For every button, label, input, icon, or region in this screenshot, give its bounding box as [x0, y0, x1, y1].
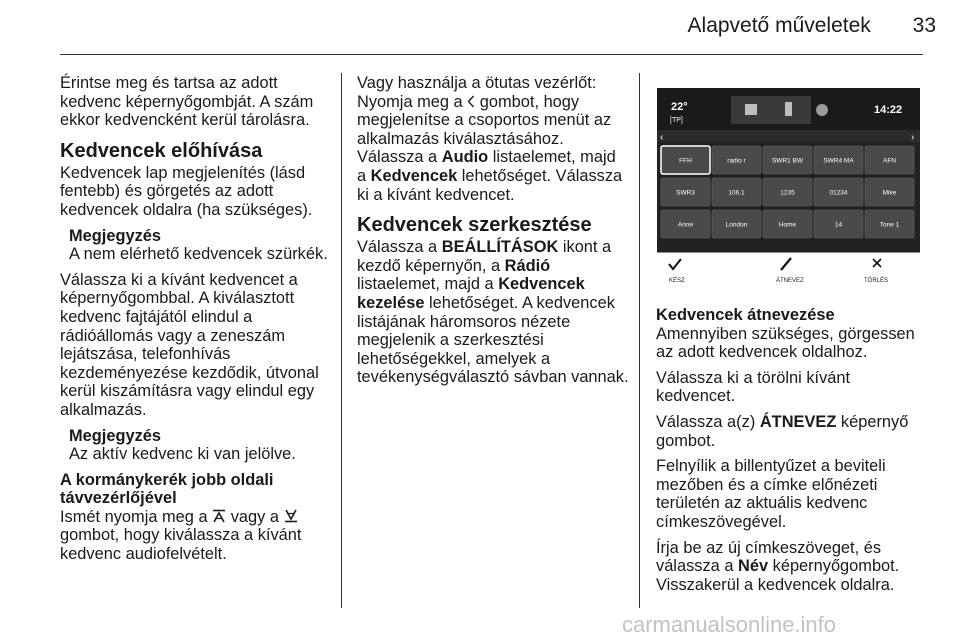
- favourite-label: Mike: [882, 189, 897, 197]
- infotainment-screenshot: [657, 74, 920, 290]
- subheading-steering: A kormánykerék jobb oldali távvezérlőjével: [60, 470, 274, 508]
- column-2: [357, 74, 629, 394]
- note: [60, 227, 335, 264]
- clock: 14:22: [874, 104, 903, 116]
- tp-indicator: [TP]: [670, 117, 683, 124]
- favourite-label: Tone 1: [879, 221, 900, 229]
- paragraph: Ismét nyomja meg a vagy a gombot, hogy kiválassza a kívánt kedvenc audiofelvételt.: [60, 507, 302, 564]
- paragraph: Válassza ki a törölni kívánt kedvencet.: [656, 368, 851, 406]
- paragraph: Válassza ki a kívánt kedvencet a képernyőgombbal. A kiválasztott kedvenc fajtájától elindul a rádióállomás vagy a zeneszám lejátszása, telefonhívás kezdeményezése kezdődik, útvonal kerül kiszámításra vagy elindul egy alkalmazás.: [60, 270, 319, 419]
- favourite-label: AFN: [883, 157, 896, 165]
- favourite-up-icon: [212, 509, 226, 523]
- subheading-rename: Kedvencek átnevezése: [656, 306, 835, 324]
- rename-button[interactable]: ÁTNEVEZ: [776, 278, 804, 284]
- note: [60, 427, 335, 464]
- infotainment-screen: [657, 74, 920, 290]
- section-heading-recall: Kedvencek előhívása: [60, 139, 263, 162]
- paragraph: Írja be az új címkeszöveget, és válassza a Név képernyőgombot. Visszakerül a kedvencek oldalra.: [656, 538, 900, 594]
- note-title: Megjegyzés: [69, 226, 162, 245]
- temperature: 22°: [671, 101, 688, 113]
- phone-icon: [785, 102, 792, 116]
- note-text: A nem elérhető kedvencek szürkék.: [69, 245, 328, 264]
- header-rule: [60, 54, 923, 55]
- favourite-label: 1235: [780, 189, 795, 197]
- paragraph: Vagy használja a ötutas vezérlőt: Nyomja meg a gombot, hogy megjelenítse a csoportos menüt az alkalmazás kiválasztásához. Válassza a Audio listaelemet, majd a Kedvencek lehetőséget. Válassza ki a kívánt kedvencet.: [357, 74, 623, 204]
- favourite-label: radio r: [727, 157, 746, 165]
- column-3: [656, 306, 924, 601]
- paragraph: Érintse meg és tartsa az adott kedvenc képernyőgombját. A szám ekkor kedvencként kerül tárolásra.: [60, 74, 314, 130]
- favourite-down-icon: [284, 509, 298, 523]
- page-header: [0, 14, 936, 38]
- scroll-left-icon: ‹: [660, 132, 664, 143]
- watermark: carmanualsonline.info: [622, 612, 837, 637]
- column-divider: [341, 73, 342, 608]
- paragraph: Válassza a(z) ÁTNEVEZ képernyő gombot.: [656, 412, 909, 450]
- note-title: Megjegyzés: [69, 426, 162, 445]
- column-1: [60, 74, 335, 571]
- paragraph: Amennyiben szükséges, görgessen az adott kedvencek oldalhoz.: [656, 324, 915, 362]
- delete-button[interactable]: TÖRLÉS: [864, 278, 889, 284]
- paragraph: Kedvencek lap megjelenítés (lásd fentebb) és görgetés az adott kedvencek oldalra (ha szükséges).: [60, 163, 313, 219]
- note-text: Az aktív kedvenc ki van jelölve.: [69, 445, 296, 464]
- favourite-label: 14: [834, 221, 843, 229]
- favourite-label: Home: [778, 221, 797, 229]
- navigation-icon: [745, 104, 757, 115]
- page-number: 33: [912, 14, 936, 37]
- favourite-label: SWR1 BW: [771, 157, 804, 165]
- page-title: Alapvető műveletek: [687, 14, 871, 37]
- favourite-label: FFH: [679, 157, 692, 165]
- column-divider: [639, 73, 640, 608]
- paragraph: Válassza a BEÁLLÍTÁSOK ikont a kezdő képernyőn, a Rádió listaelemet, majd a Kedvencek kezelése lehetőséget. A kedvencek listájának háromsoros nézete megjelenik a szerkesztési lehetőségekkel, amelyek a tevékenységválasztó sávban vannak.: [357, 238, 629, 387]
- favourite-label: 01234: [829, 189, 848, 197]
- favourite-label: SWR3: [676, 189, 695, 197]
- scroll-right-icon: ›: [911, 132, 915, 143]
- favourite-label: SWR4 MA: [823, 157, 854, 165]
- favourite-label: Anne: [677, 221, 694, 229]
- favourite-label: 106.1: [728, 189, 745, 197]
- favourite-label: London: [725, 221, 748, 229]
- done-button[interactable]: KÉSZ: [669, 278, 685, 284]
- app-icon: [816, 104, 828, 116]
- section-heading-edit: Kedvencek szerkesztése: [357, 214, 592, 237]
- paragraph: Felnyílik a billentyűzet a beviteli mezőben és a címke előnézeti területén az aktuális kedvenc címkeszövegével.: [656, 457, 886, 531]
